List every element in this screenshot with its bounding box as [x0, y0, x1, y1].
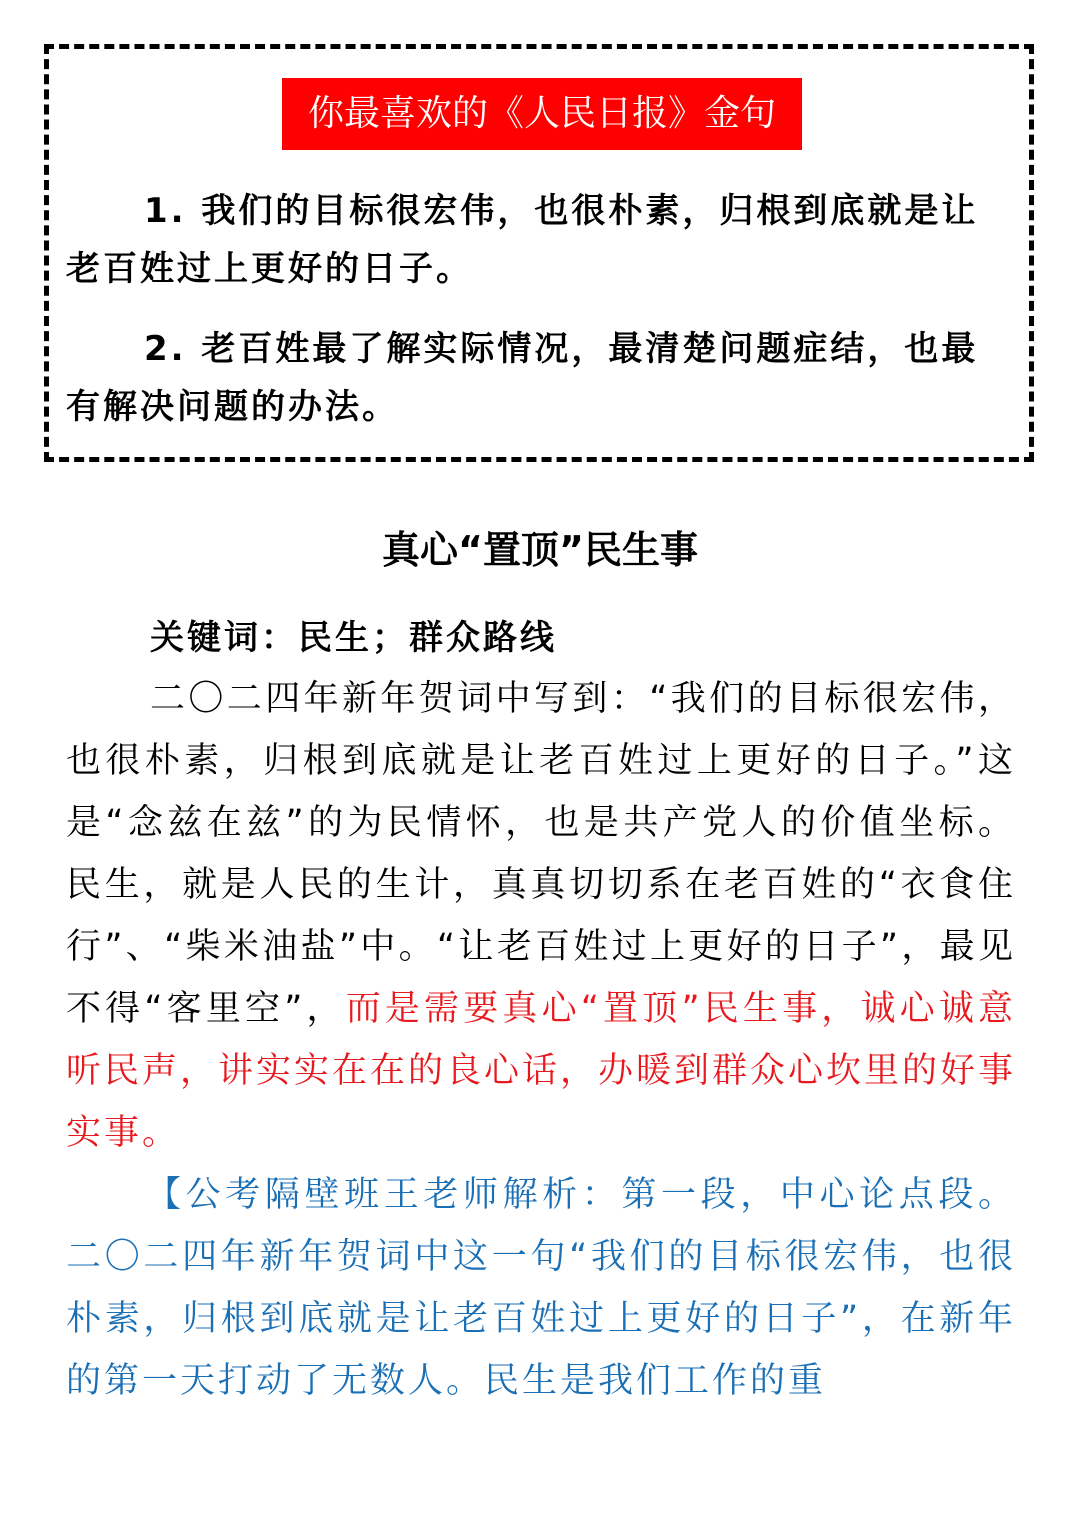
paragraph-1-text: 二〇二四年新年贺词中写到：“我们的目标很宏伟，也很朴素，归根到底就是让老百姓过上更好的日子。”这是“念兹在兹”的为民情怀，也是共产党人的价值坐标。民生，就是人民的生计，真真切切系在老百姓的“衣食住行”、“柴米油盐”中。“让老百姓过上更好的日子”，最见不得“客里空”，	[66, 679, 1016, 1029]
keywords-line: 关键词：民生；群众路线	[150, 618, 557, 658]
paragraph-1	[66, 668, 1016, 1164]
article-title: 真心“置顶”民生事	[382, 528, 698, 572]
quote-item-1: 1. 我们的目标很宏伟，也很朴素，归根到底就是让老百姓过上更好的日子。	[66, 191, 979, 289]
analysis-paragraph: 【公考隔壁班王老师解析：第一段，中心论点段。二〇二四年新年贺词中这一句“我们的目标很宏伟，也很朴素，归根到底就是让老百姓过上更好的日子”，在新年的第一天打动了无数人。民生是我们工作的重	[66, 1175, 1016, 1401]
paragraph-1-highlight: 而是需要真心“置顶”民生事，诚心诚意听民声，讲实实在在的良心话，办暖到群众心坎里的好事实事。	[66, 989, 1017, 1153]
quote-item-2: 2. 老百姓最了解实际情况，最清楚问题症结，也最有解决问题的办法。	[66, 329, 979, 427]
quote-box-title: 你最喜欢的《人民日报》金句	[282, 78, 802, 150]
